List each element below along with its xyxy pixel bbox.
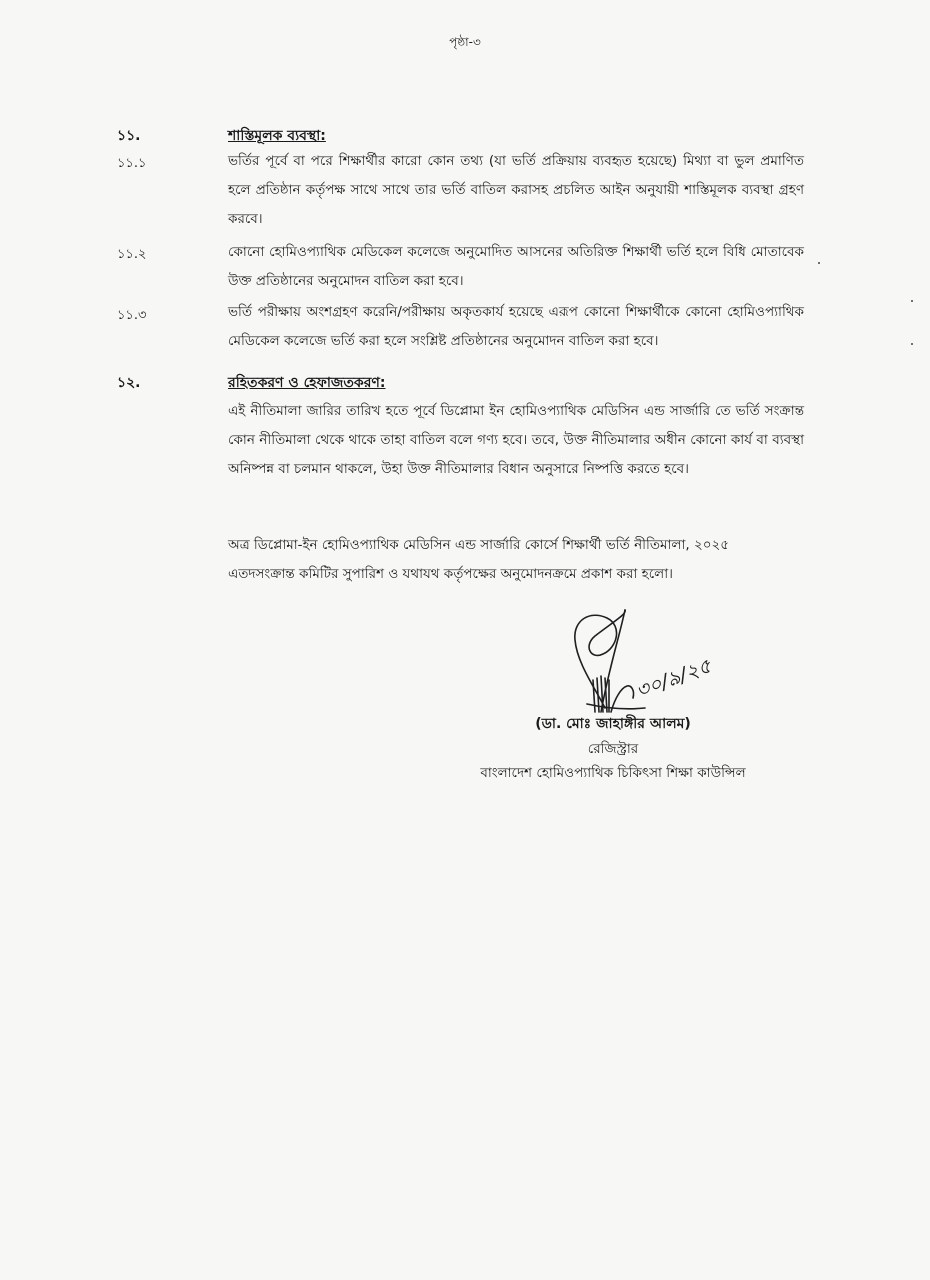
- item-11-2-text: কোনো হোমিওপ্যাথিক মেডিকেল কলেজে অনুমোদিত আসনের অতিরিক্ত শিক্ষার্থী ভর্তি হলে বিধি মোতাবেক উক্ত প্রতিষ্ঠানের অনুমোদন বাতিল করা হবে।: [228, 244, 804, 289]
- handwritten-signature: [565, 608, 745, 720]
- signatory-name: (ডা. মোঃ জাহাঙ্গীর আলম): [535, 716, 691, 732]
- closing-statement: [228, 531, 818, 589]
- section-12-heading: রহিতকরণ ও হেফাজতকরণ:: [228, 375, 386, 391]
- section-11-number: ১১.: [117, 128, 141, 144]
- section-12-text: এই নীতিমালা জারির তারিখ হতে পূর্বে ডিপ্লোমা ইন হোমিওপ্যাথিক মেডিসিন এন্ড সার্জারি তে ভর্তি সংক্রান্ত কোন নীতিমালা থেকে থাকে তাহা বাতিল বলে গণ্য হবে। তবে, উক্ত নীতিমালার অধীন কোনো কার্য বা ব্যবস্থা অনিষ্পন্ন বা চলমান থাকলে, উহা উক্ত নীতিমালার বিধান অনুসারে নিষ্পত্তি করতে হবে।: [228, 403, 804, 477]
- closing-line-2: এতদসংক্রান্ত কমিটির সুপারিশ ও যথাযথ কর্তৃপক্ষের অনুমোদনক্রমে প্রকাশ করা হলো।: [228, 566, 673, 582]
- item-11-1-text: ভর্তির পূর্বে বা পরে শিক্ষার্থীর কারো কোন তথ্য (যা ভর্তি প্রক্রিয়ায় ব্যবহৃত হয়েছে) মিথ্যা বা ভুল প্রমাণিত হলে প্রতিষ্ঠান কর্তৃপক্ষ সাথে সাথে তার ভর্তি বাতিল করাসহ প্রচলিত আইন অনুযায়ী শাস্তিমূলক ব্যবস্থা গ্রহণ করবে।: [228, 153, 804, 227]
- scan-speck: [911, 300, 913, 302]
- item-11-3-text: ভর্তি পরীক্ষায় অংশগ্রহণ করেনি/পরীক্ষায় অকৃতকার্য হয়েছে এরূপ কোনো শিক্ষার্থীকে কোনো হোমিওপ্যাথিক মেডিকেল কলেজে ভর্তি করা হলে সংশ্লিষ্ট প্রতিষ্ঠানের অনুমোদন বাতিল করা হবে।: [228, 304, 804, 349]
- page-number: পৃষ্ঠা-৩: [449, 35, 481, 49]
- signatory-title: রেজিস্ট্রার: [587, 741, 639, 757]
- item-11-1-number: ১১.১: [117, 156, 147, 171]
- scan-speck: [911, 343, 913, 345]
- scan-speck: [818, 262, 820, 264]
- section-11-heading: শাস্তিমূলক ব্যবস্থা:: [228, 128, 326, 144]
- section-12-number: ১২.: [117, 375, 141, 391]
- signatory-organization: বাংলাদেশ হোমিওপ্যাথিক চিকিৎসা শিক্ষা কাউন্সিল: [480, 765, 746, 781]
- signature-date: ৩০/৯/২৫: [632, 653, 715, 703]
- item-11-2-number: ১১.২: [117, 247, 147, 262]
- closing-line-1: অত্র ডিপ্লোমা-ইন হোমিওপ্যাথিক মেডিসিন এন্ড সার্জারি কোর্সে শিক্ষার্থী ভর্তি নীতিমালা, ২০২৫: [228, 537, 730, 553]
- item-11-3-number: ১১.৩: [117, 308, 147, 323]
